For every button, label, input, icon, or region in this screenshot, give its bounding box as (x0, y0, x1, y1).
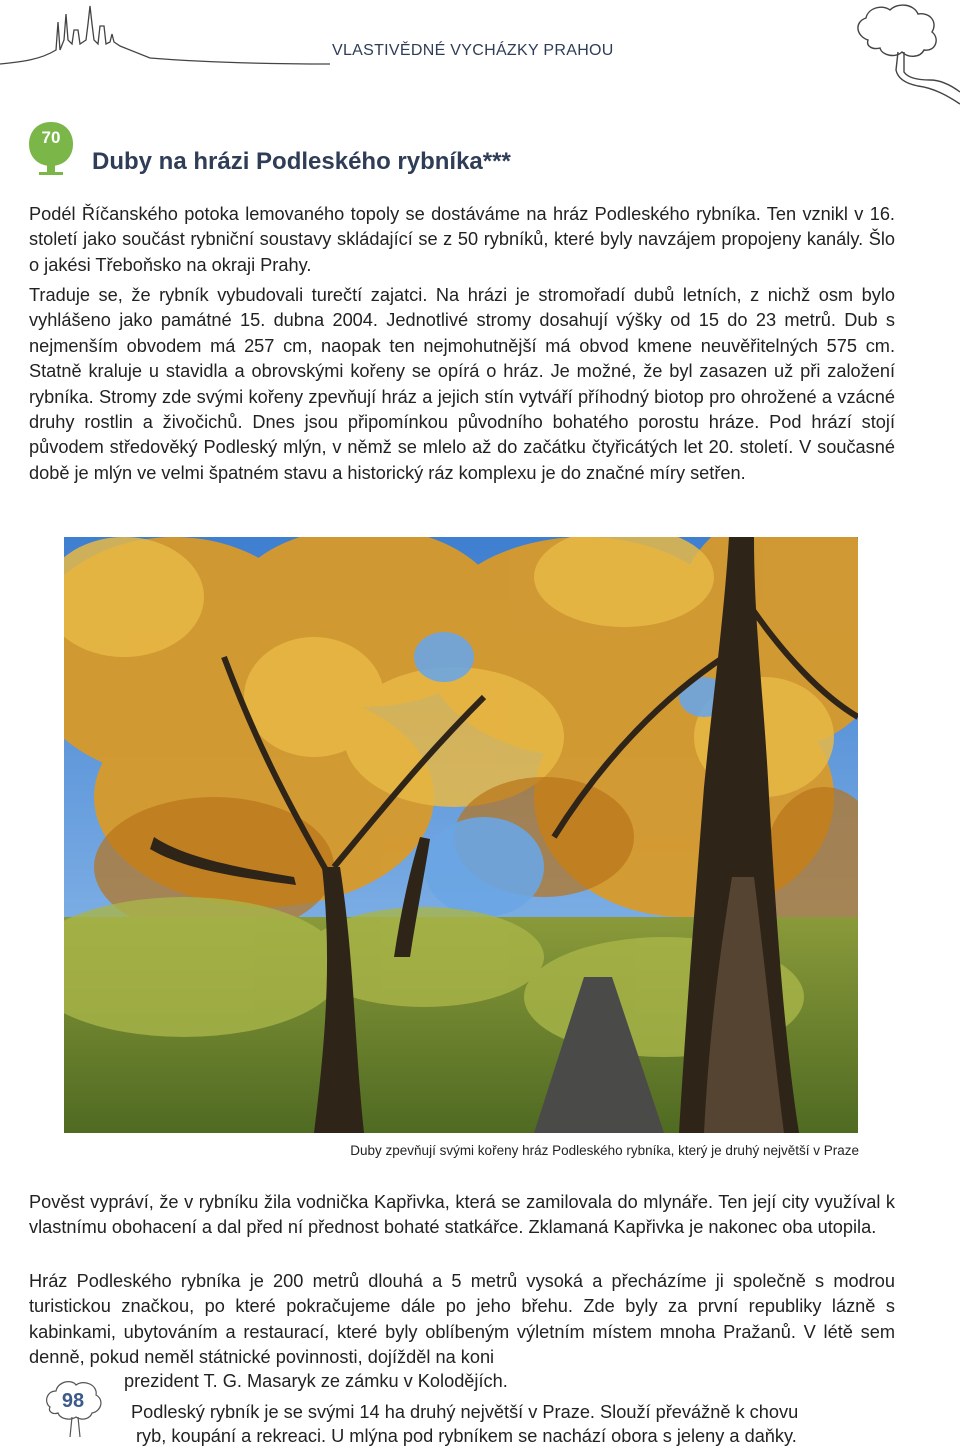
badge-number: 70 (41, 128, 61, 147)
body-paragraph-dam-end: prezident T. G. Masaryk ze zámku v Kolodějích. (124, 1371, 508, 1391)
photo-caption: Duby zpevňují svými kořeny hráz Podleského rybníka, který je druhý největší v Praze (350, 1143, 859, 1158)
body-paragraph-dam-text: Hráz Podleského rybníka je 200 metrů dlouhá a 5 metrů vysoká a přecházíme ji společně s modrou turistickou značkou, po které pokračujeme dále po jeho břehu. Zde byly za první republiky lázně s kabinkami, ubytováním a restaurací, které byly oblíbeným výletním místem mnoha Pražanů. V létě sem denně, pokud neměl státnické povinnosti, dojížděl na koni (29, 1271, 895, 1368)
stop-number-badge (27, 120, 75, 176)
running-header-title: VLASTIVĚDNÉ VYCHÁZKY PRAHOU (332, 42, 614, 59)
section-title: Duby na hrázi Podleského rybníka*** (92, 148, 511, 175)
prague-castle-skyline-icon (0, 0, 330, 66)
body-paragraph-pond-line-1: Podleský rybník je se svými 14 ha druhý největší v Praze. Slouží převážně k chovu (131, 1402, 799, 1422)
body-paragraph-legend-text: Pověst vypráví, že v rybníku žila vodnička Kapřivka, která se zamilovala do mlynáře. Ten její city využíval k vlastnímu obohacení a dal před ní přednost bohaté statkářce. Zklamaná Kapřivka je nakonec oba utopila. (29, 1192, 895, 1238)
body-paragraph-dam (29, 1269, 895, 1371)
oak-trees-photo-image (64, 537, 858, 1133)
oak-trees-photo (64, 537, 858, 1133)
intro-paragraph-1-text: Podél Říčanského potoka lemovaného topoly se dostáváme na hráz Podleského rybníka. Ten vznikl v 16. století jako součást rybniční soustavy skládající se z 50 rybníků, které byly navzájem propojeny kanály. Šlo o jakési Třeboňsko na okraji Prahy. (29, 204, 895, 275)
body-paragraph-legend (29, 1190, 895, 1241)
intro-paragraph-2 (29, 283, 895, 486)
body-paragraph-pond-line-2: ryb, koupání a rekreaci. U mlýna pod rybníkem se nachází obora s jeleny a daňky. (136, 1426, 797, 1446)
intro-paragraph-1 (29, 202, 895, 278)
tree-outline-icon (838, 0, 960, 110)
page-number: 98 (61, 1390, 85, 1412)
intro-paragraph-2-text: Traduje se, že rybník vybudovali turečtí zajatci. Na hrázi je stromořadí dubů letních, z nichž osm bylo vyhlášeno jako památné 15. dubna 2004. Jednotlivé stromy dosahují výšky od 15 do 23 metrů. Dub s nejmenším obvodem má 257 cm, naopak ten nejmohutnější má obvod kmene neuvěřitelných 575 cm. Statně kraluje u stavidla a obrovskými kořeny se opírá o hráz. Je možné, že byl zasazen už při založení rybníka. Stromy zde svými kořeny zpevňují hráz a jejich stín vytváří příhodný biotop pro ohrožené a vzácné druhy rostlin a živočichů. Dnes jsou připomínkou původního bohatého porostu hráze. Pod hrází stojí původem středověký Podleský mlýn, v němž se mlelo až do začátku čtyřicátých let 20. století. V současné době je mlýn ve velmi špatném stavu a historický ráz komplexu je do značné míry setřen. (29, 285, 895, 483)
